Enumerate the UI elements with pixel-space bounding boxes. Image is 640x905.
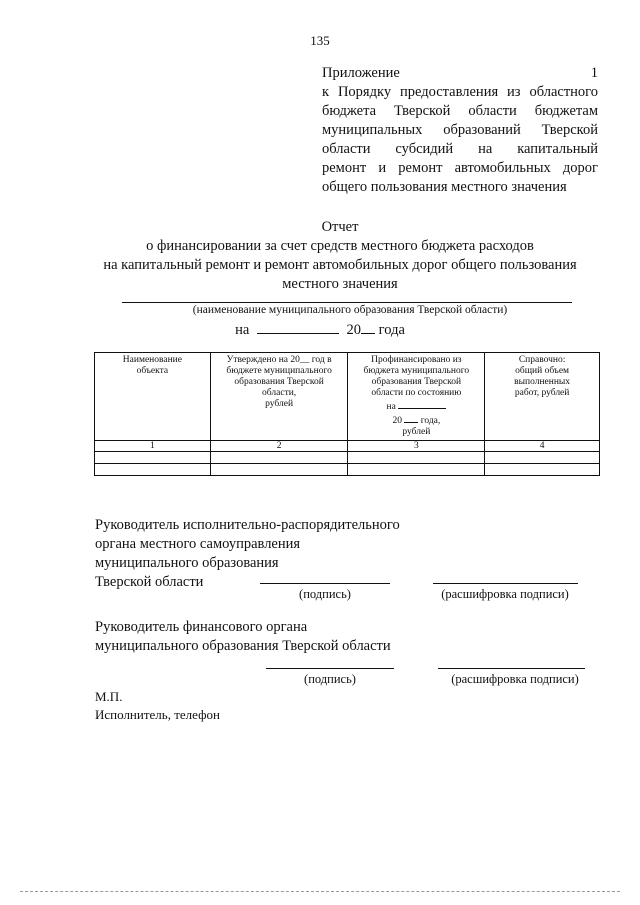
- column-number: 4: [485, 441, 600, 452]
- municipality-blank-line: [122, 302, 572, 303]
- decoding-line: [433, 583, 578, 584]
- municipality-caption: (наименование муниципального образования Тверской области): [192, 304, 508, 316]
- scan-edge-line: [20, 891, 620, 892]
- report-table: [94, 352, 600, 476]
- date-year-prefix: 20: [346, 322, 362, 338]
- report-subtitle-line: местного значения: [282, 276, 398, 292]
- appendix-title: Приложение 1: [322, 65, 598, 81]
- column-number: 1: [95, 441, 211, 452]
- column-number: 2: [210, 441, 348, 452]
- decoding-caption: (расшифровка подписи): [441, 587, 569, 601]
- decoding-caption: (расшифровка подписи): [451, 672, 579, 686]
- header-cell-approved: Утверждено на 20__ год в бюджете муниципального образования Тверской области, рублей: [210, 353, 348, 441]
- date-blank: [257, 319, 339, 334]
- appendix-line: области субсидий на капитальный: [322, 141, 598, 157]
- signature-line: [266, 668, 394, 669]
- decoding-line: [438, 668, 585, 669]
- report-title: Отчет: [321, 219, 359, 235]
- signature-line: [260, 583, 390, 584]
- appendix-note: [322, 64, 598, 197]
- signature-text-line: Руководитель финансового органа: [95, 619, 308, 635]
- executor-label: Исполнитель, телефон: [95, 707, 220, 722]
- signature-caption: (подпись): [299, 587, 351, 601]
- date-year-blank: [361, 319, 375, 334]
- signature-text-line: органа местного самоуправления: [95, 536, 301, 552]
- table-header-row: [95, 353, 600, 441]
- page-number: 135: [310, 33, 330, 48]
- signature-caption: (подпись): [304, 672, 356, 686]
- signature-text-line: муниципального образования Тверской области: [95, 638, 391, 654]
- signature-text-line: Тверской области: [95, 574, 204, 590]
- table-row: [95, 452, 600, 464]
- header-cell-reference: Справочно: общий объем выполненных работ, рублей: [485, 353, 600, 441]
- stamp-note: [95, 688, 220, 724]
- report-subtitle-line: о финансировании за счет средств местного бюджета расходов: [146, 238, 534, 254]
- table-row: [95, 464, 600, 476]
- stamp-label: М.П.: [95, 689, 123, 704]
- date-line: [0, 319, 640, 339]
- report-subtitle-line: на капитальный ремонт и ремонт автомобильных дорог общего пользования: [103, 257, 577, 273]
- appendix-line: ремонт и ремонт автомобильных дорог: [322, 160, 598, 176]
- signature-block-head: [95, 516, 400, 592]
- appendix-line: бюджета Тверской области бюджетам: [322, 103, 598, 119]
- header-cell-object: Наименование объекта: [95, 353, 211, 441]
- appendix-line: к Порядку предоставления из областного: [322, 84, 598, 100]
- column-number: 3: [348, 441, 485, 452]
- signature-text-line: Руководитель исполнительно-распорядительного: [95, 517, 400, 533]
- appendix-line: муниципальных образований Тверской: [322, 122, 598, 138]
- report-heading: [60, 218, 620, 294]
- signature-block-finance: [95, 618, 391, 656]
- appendix-line: общего пользования местного значения: [322, 179, 567, 195]
- table-number-row: [95, 441, 600, 452]
- date-suffix: года: [378, 322, 405, 338]
- signature-text-line: муниципального образования: [95, 555, 279, 571]
- date-prefix: на: [235, 322, 250, 338]
- header-cell-financed: Профинансировано из бюджета муниципального образования Тверской области по состоянию на 20 года, рублей: [348, 353, 485, 441]
